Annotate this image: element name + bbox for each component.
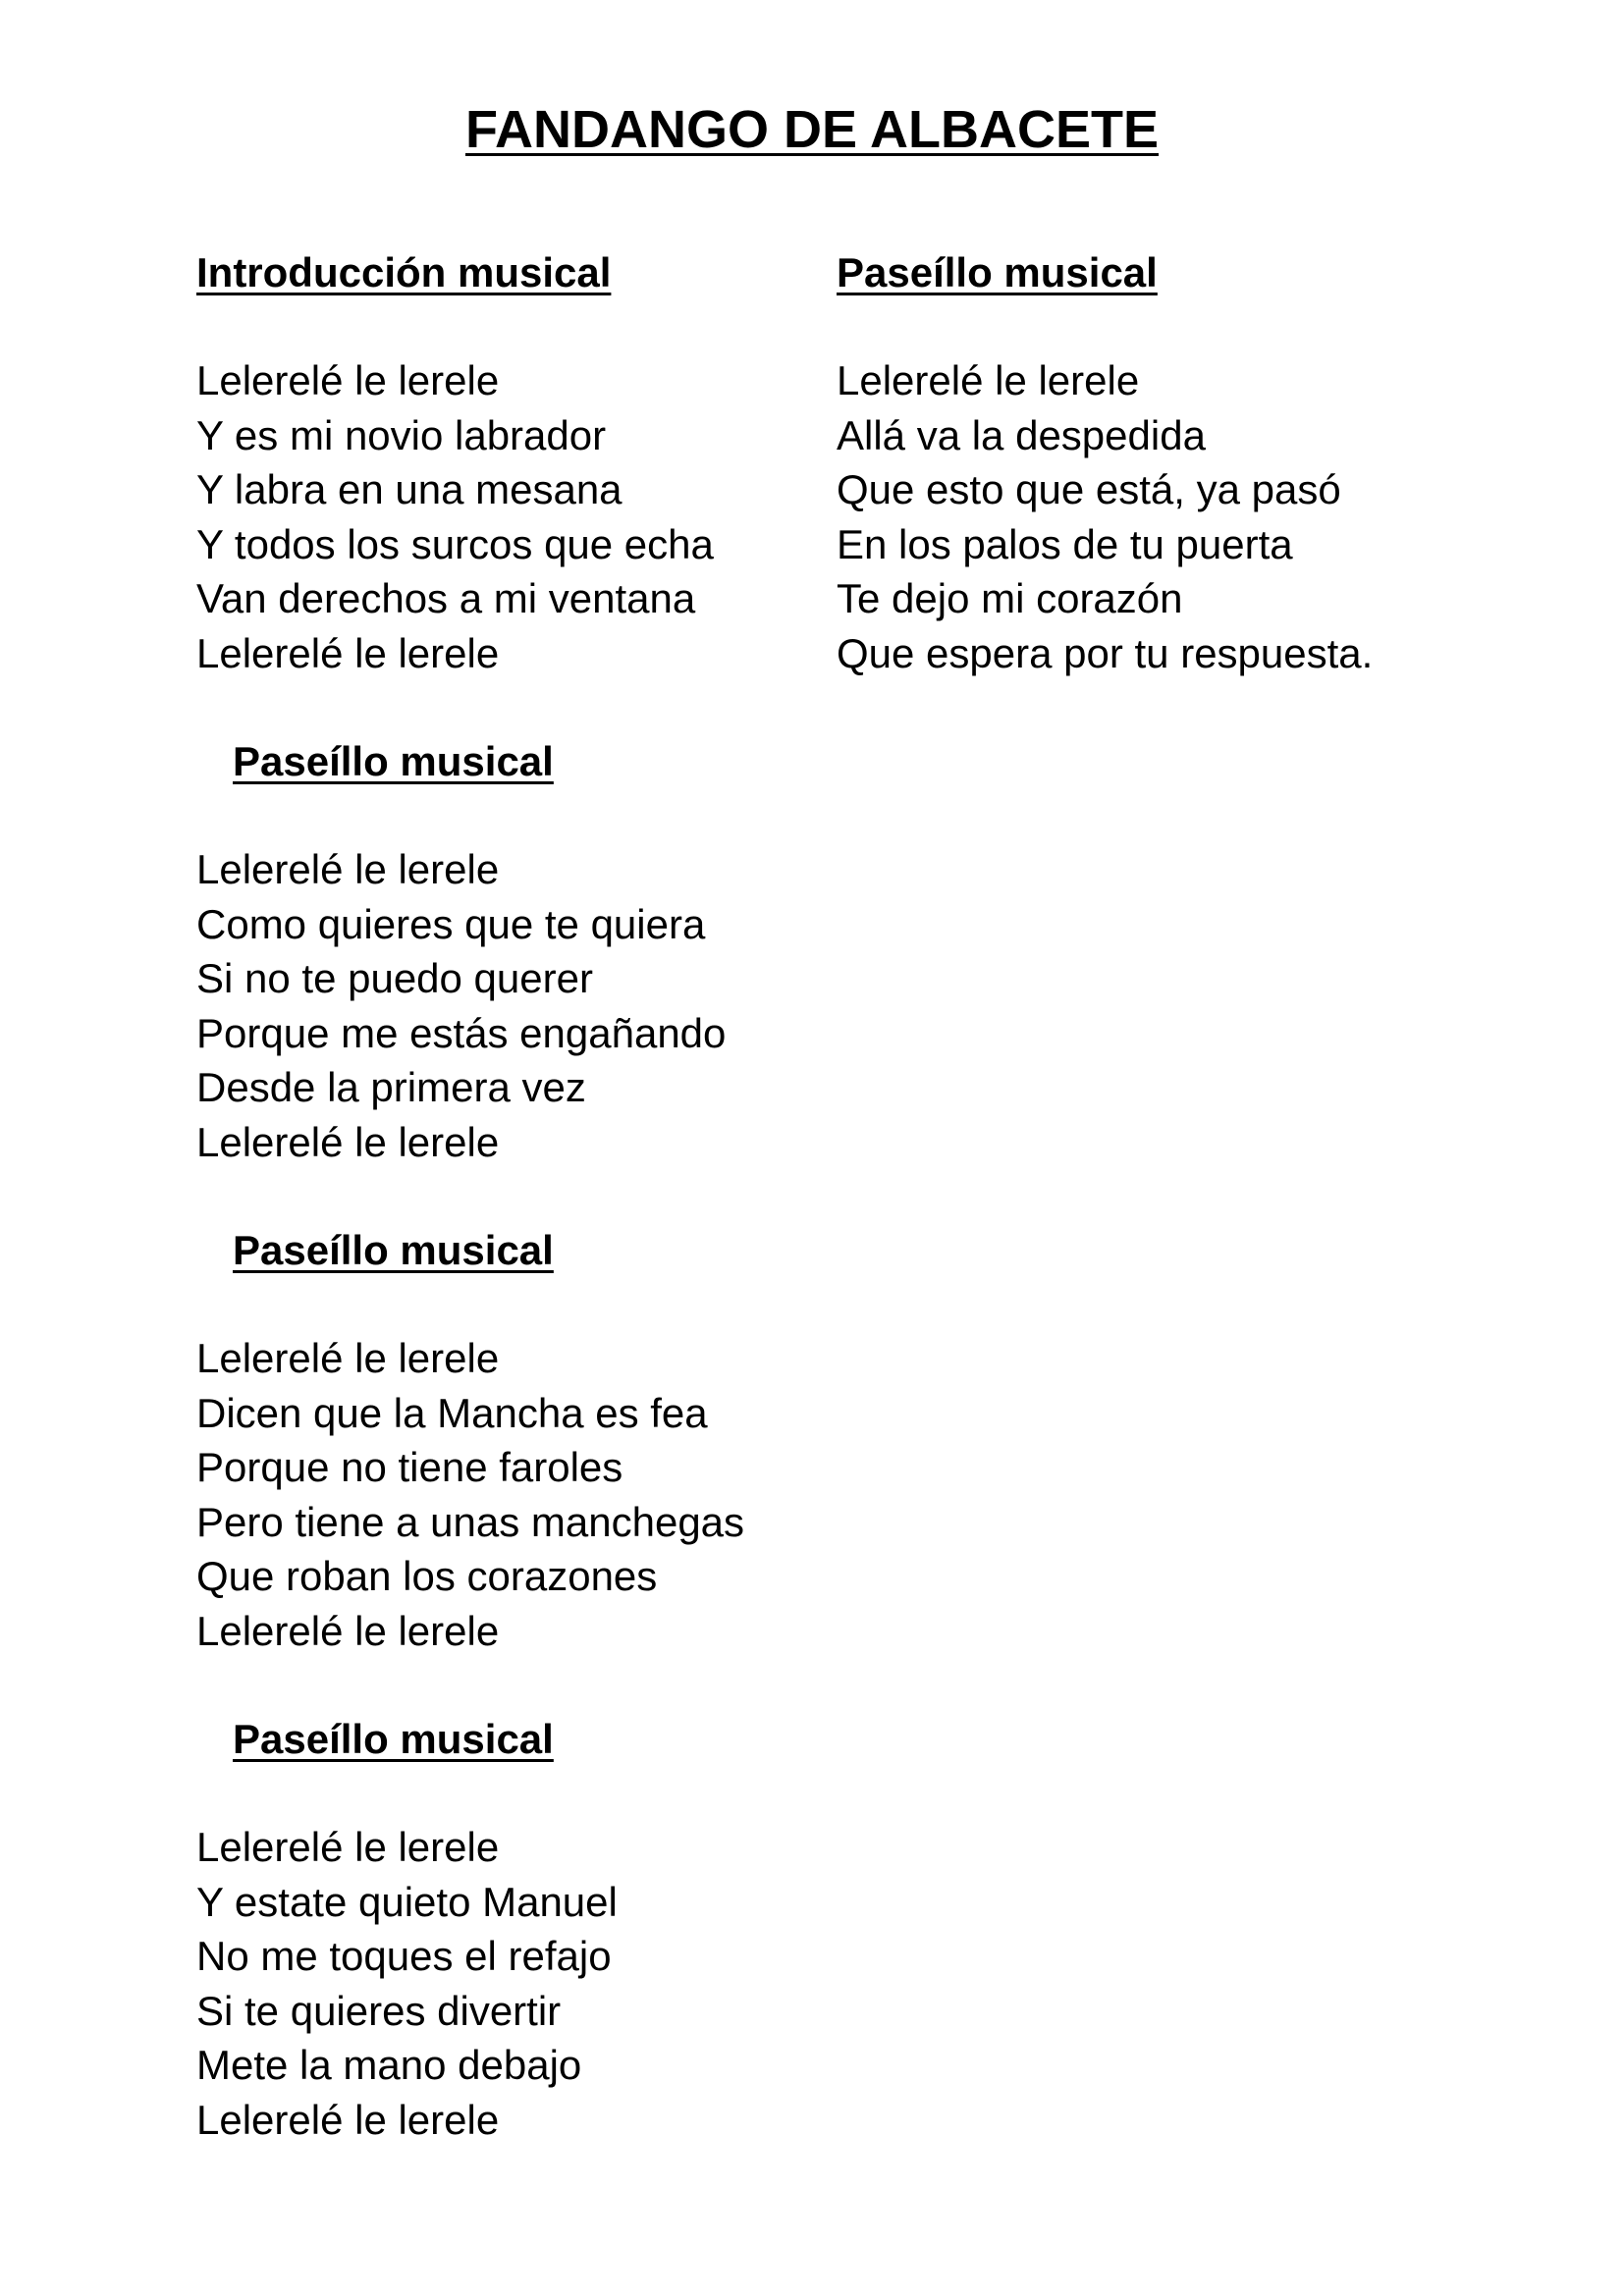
left-column xyxy=(196,245,805,2147)
section-heading: Paseíllo musical xyxy=(233,1716,554,1762)
page-title: FANDANGO DE ALBACETE xyxy=(464,100,1159,159)
lyric-line: Porque me estás engañando xyxy=(196,1009,727,1056)
lyric-line: Como quieres que te quiera xyxy=(196,900,706,947)
lyric-line: Lelerelé le lerele xyxy=(196,2096,500,2143)
stanza xyxy=(196,353,805,680)
lyric-line: Lelerelé le lerele xyxy=(196,1824,500,1870)
lyric-line: Lelerelé le lerele xyxy=(196,357,500,403)
stanza xyxy=(196,1820,805,2147)
lyric-line: Desde la primera vez xyxy=(196,1064,586,1110)
lyric-line: Lelerelé le lerele xyxy=(196,846,500,892)
section-heading: Introducción musical xyxy=(196,249,612,295)
stanza xyxy=(837,353,1524,680)
stanza xyxy=(196,1331,805,1658)
section-paseillo-2 xyxy=(196,1223,805,1658)
lyric-line: Lelerelé le lerele xyxy=(196,1118,500,1165)
lyric-line: Que esto que está, ya pasó xyxy=(837,466,1341,512)
lyric-line: Y labra en una mesana xyxy=(196,466,623,512)
lyric-line: Lelerelé le lerele xyxy=(196,629,500,676)
lyric-line: Que roban los corazones xyxy=(196,1553,658,1599)
right-column xyxy=(837,245,1524,680)
section-introduccion xyxy=(196,245,805,680)
section-paseillo-1 xyxy=(196,734,805,1169)
lyric-line: Lelerelé le lerele xyxy=(837,357,1140,403)
lyric-line: Mete la mano debajo xyxy=(196,2042,582,2088)
lyric-line: Que espera por tu respuesta. xyxy=(837,629,1374,676)
lyric-line: Lelerelé le lerele xyxy=(196,1607,500,1654)
lyric-line: No me toques el refajo xyxy=(196,1933,612,1979)
section-paseillo-right xyxy=(837,245,1524,680)
lyric-line: En los palos de tu puerta xyxy=(837,520,1293,567)
section-heading: Paseíllo musical xyxy=(233,738,554,784)
lyric-line: Y todos los surcos que echa xyxy=(196,520,714,567)
lyric-line: Pero tiene a unas manchegas xyxy=(196,1498,745,1545)
section-heading: Paseíllo musical xyxy=(837,249,1158,295)
section-paseillo-3 xyxy=(196,1712,805,2147)
lyric-line: Dicen que la Mancha es fea xyxy=(196,1389,708,1436)
lyric-line: Lelerelé le lerele xyxy=(196,1335,500,1381)
lyric-line: Y estate quieto Manuel xyxy=(196,1878,618,1925)
lyric-line: Allá va la despedida xyxy=(837,411,1206,458)
stanza xyxy=(196,842,805,1169)
lyric-line: Te dejo mi corazón xyxy=(837,575,1183,621)
lyric-line: Van derechos a mi ventana xyxy=(196,575,696,621)
lyric-line: Si no te puedo querer xyxy=(196,955,593,1001)
section-heading: Paseíllo musical xyxy=(233,1227,554,1273)
lyric-line: Porque no tiene faroles xyxy=(196,1444,623,1490)
lyric-line: Si te quieres divertir xyxy=(196,1987,562,2034)
lyric-line: Y es mi novio labrador xyxy=(196,411,607,458)
